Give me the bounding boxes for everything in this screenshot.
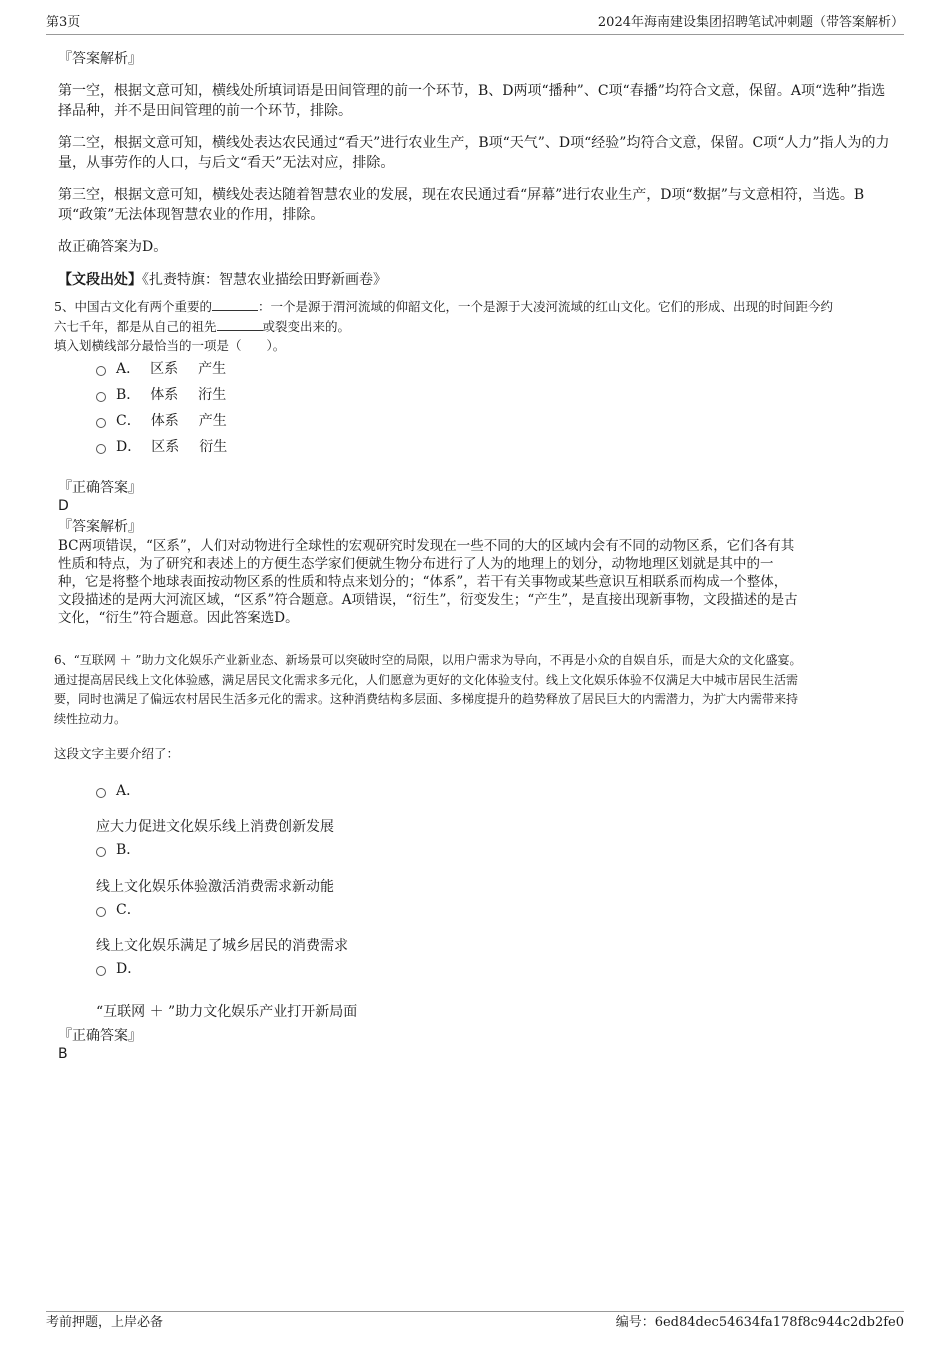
q6-prompt: 这段文字主要介绍了： xyxy=(54,746,180,761)
q5-stem-line-1 xyxy=(54,297,904,316)
option-word-1: 体系 xyxy=(150,387,179,403)
q5-option-c[interactable] xyxy=(96,412,227,430)
q6-stem-line: 续性拉动力。 xyxy=(54,711,127,726)
footer-slogan: 考前押题，上岸必备 xyxy=(46,1315,164,1330)
q6-option-c-text: 线上文化娱乐满足了城乡居民的消费需求 xyxy=(96,938,348,954)
q6-answer-tag: 『正确答案』 xyxy=(58,1028,142,1044)
q6-stem-line: 6、“互联网 ＋ ”助力文化娱乐产业新业态、新场景可以突破时空的局限，以用户需求为导向，不再是小众的自娱自乐，而是大众的文化盛宴。 xyxy=(54,653,802,667)
radio-icon[interactable] xyxy=(96,907,106,917)
q5-analysis-line: 文化，“衍生”符合题意。因此答案选D。 xyxy=(58,610,299,626)
document-title: 2024年海南建设集团招聘笔试冲刺题（带答案解析） xyxy=(597,15,904,30)
page-footer xyxy=(46,1311,904,1330)
page-number: 第3页 xyxy=(46,15,81,30)
option-letter: D． xyxy=(116,439,142,455)
radio-icon[interactable] xyxy=(96,788,106,798)
option-word-2: 衍生 xyxy=(199,439,228,455)
q5-analysis-line: 种，它是将整个地球表面按动物区系的性质和特点来划分的；“体系”，若干有关事物或某些意识互相联系而构成一个整体， xyxy=(58,574,788,590)
q5-stem-part-d: 或裂变出来的。 xyxy=(262,319,351,334)
q6-option-b-text: 线上文化娱乐体验激活消费需求新动能 xyxy=(96,879,334,895)
q5-option-d[interactable] xyxy=(96,438,227,456)
q4-source xyxy=(58,270,387,290)
option-word-1: 体系 xyxy=(150,413,179,429)
q6-option-d-text: “互联网 ＋ ”助力文化娱乐产业打开新局面 xyxy=(96,1004,358,1020)
radio-icon[interactable] xyxy=(96,366,106,376)
q4-source-text: 《扎赉特旗：智慧农业描绘田野新画卷》 xyxy=(142,272,387,288)
q5-option-b[interactable] xyxy=(96,386,226,404)
q5-answer-tag: 『正确答案』 xyxy=(58,480,142,496)
q5-answer: D xyxy=(58,498,69,514)
option-letter: D． xyxy=(116,961,142,977)
blank-underline xyxy=(217,318,263,331)
q5-prompt: 填入划横线部分最恰当的一项是（ ）。 xyxy=(54,338,286,353)
option-letter: A． xyxy=(116,783,141,799)
q5-stem-line-2 xyxy=(54,317,350,336)
q6-option-c[interactable] xyxy=(96,901,141,919)
q4-conclusion: 故正确答案为D。 xyxy=(58,239,168,255)
q5-stem-part-c: 六七千年，都是从自己的祖先 xyxy=(54,319,217,334)
q6-answer: B xyxy=(58,1046,68,1062)
blank-underline xyxy=(212,298,258,311)
q5-analysis xyxy=(58,537,898,627)
q5-analysis-line: 性质和特点，为了研究和表述上的方便生态学家们便就生物分布进行了人为的地理上的划分，动物地理区划就是其中的一 xyxy=(58,556,774,572)
option-word-2: 产生 xyxy=(198,361,227,377)
q5-stem-part-b: ：一个是源于渭河流域的仰韶文化，一个是源于大凌河流域的红山文化。它们的形成、出现的时间距今约 xyxy=(257,299,833,314)
q4-analysis-para-2: 第二空，根据文意可知，横线处表达农民通过“看天”进行农业生产，B项“天气”、D项“经验”均符合文意，保留。C项“人力”指人为的力量，从事劳作的人口，与后文“看天”无法对应，排除。 xyxy=(58,135,890,171)
q4-analysis-para-1: 第一空，根据文意可知，横线处所填词语是田间管理的前一个环节，B、D两项“播种”、C项“春播”均符合文意，保留。A项“选种”指选择品种，并不是田间管理的前一个环节，排除。 xyxy=(58,83,886,119)
option-letter: C． xyxy=(116,902,141,918)
q6-stem-line: 要，同时也满足了偏远农村居民生活多元化的需求。这种消费结构多层面、多梯度提升的趋势释放了居民巨大的内需潜力，为扩大内需带来持 xyxy=(54,692,799,706)
option-letter: B． xyxy=(116,842,141,858)
radio-icon[interactable] xyxy=(96,418,106,428)
option-word-2: 洐生 xyxy=(198,387,227,403)
q5-stem-part-a: 5、中国古文化有两个重要的 xyxy=(54,299,212,314)
q6-option-d[interactable] xyxy=(96,960,141,978)
q4-source-label: 【文段出处】 xyxy=(58,272,142,288)
radio-icon[interactable] xyxy=(96,444,106,454)
option-word-1: 区系 xyxy=(150,361,179,377)
radio-icon[interactable] xyxy=(96,392,106,402)
option-word-2: 产生 xyxy=(198,413,227,429)
q6-stem-line: 通过提高居民线上文化体验感，满足居民文化需求多元化，人们愿意为更好的文化体验支付。线上文化娱乐体验不仅满足大中城市居民生活需 xyxy=(54,672,799,687)
q5-analysis-line: 文段描述的是两大河流区域，“区系”符合题意。A项错误，“衍生”，衍变发生；“产生”，是直接出现新事物，文段描述的是古 xyxy=(58,592,798,608)
radio-icon[interactable] xyxy=(96,847,106,857)
option-letter: B． xyxy=(116,387,141,403)
q5-analysis-line: BC两项错误，“区系”，人们对动物进行全球性的宏观研究时发现在一些不同的大的区域内会有不同的动物区系，它们各有其 xyxy=(58,538,795,554)
q5-option-a[interactable] xyxy=(96,360,226,378)
q6-option-a-text: 应大力促进文化娱乐线上消费创新发展 xyxy=(96,819,334,835)
q4-analysis-tag: 『答案解析』 xyxy=(58,51,142,67)
option-word-1: 区系 xyxy=(151,439,180,455)
option-letter: C． xyxy=(116,413,141,429)
q4-analysis-para-3: 第三空，根据文意可知，横线处表达随着智慧农业的发展，现在农民通过看“屏幕”进行农业生产，D项“数据”与文意相符，当选。B项“政策”无法体现智慧农业的作用，排除。 xyxy=(58,187,865,223)
option-letter: A． xyxy=(116,361,141,377)
radio-icon[interactable] xyxy=(96,966,106,976)
q6-option-b[interactable] xyxy=(96,841,140,859)
footer-code: 编号：6ed84dec54634fa178f8c944c2db2fe0 xyxy=(615,1315,904,1330)
q5-analysis-tag: 『答案解析』 xyxy=(58,519,142,535)
q6-option-a[interactable] xyxy=(96,782,140,800)
q6-stem xyxy=(54,651,904,729)
page-header xyxy=(46,14,904,35)
